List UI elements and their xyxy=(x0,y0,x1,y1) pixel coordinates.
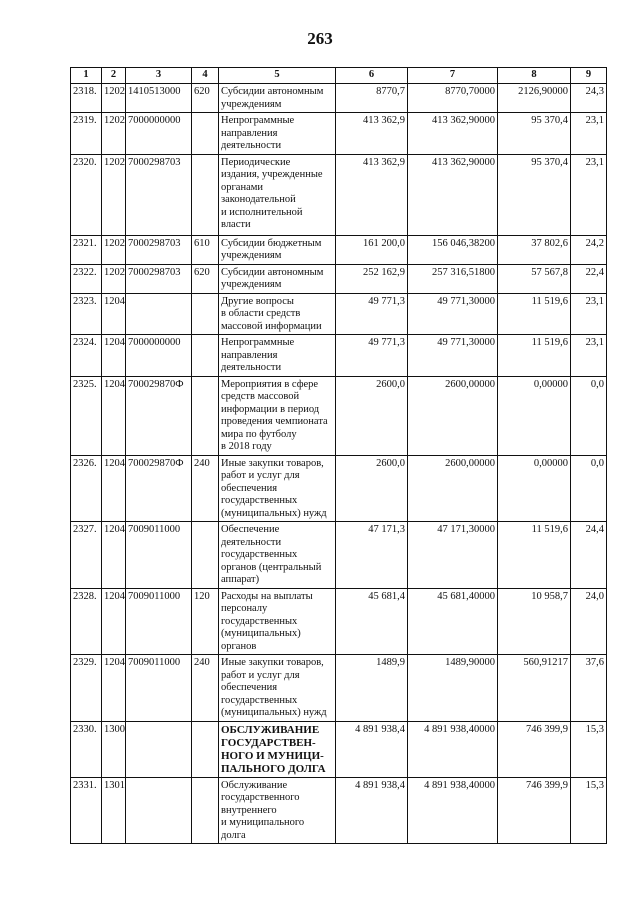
target-code: 7000298703 xyxy=(126,154,192,235)
approved-plan: 2600,0 xyxy=(336,376,408,455)
refined-plan: 156 046,38200 xyxy=(408,235,498,264)
table-row xyxy=(71,588,607,655)
execution-percent: 24,3 xyxy=(571,84,607,113)
expense-type xyxy=(192,721,219,777)
executed-amount: 10 958,7 xyxy=(498,588,571,655)
execution-percent: 37,6 xyxy=(571,655,607,722)
target-code: 7009011000 xyxy=(126,588,192,655)
target-code: 700029870Ф xyxy=(126,455,192,522)
table-row xyxy=(71,522,607,589)
item-name: Субсидии автономным учреждениям xyxy=(219,264,336,293)
executed-amount: 0,00000 xyxy=(498,455,571,522)
item-name: ОБСЛУЖИВАНИЕ ГОСУДАРСТВЕН- НОГО И МУНИЦИ- ПАЛЬНОГО ДОЛГА xyxy=(219,721,336,777)
target-code: 7009011000 xyxy=(126,522,192,589)
section-code: 1202 xyxy=(102,154,126,235)
col-header: 1 xyxy=(71,68,102,84)
approved-plan: 4 891 938,4 xyxy=(336,721,408,777)
table-row xyxy=(71,154,607,235)
refined-plan: 257 316,51800 xyxy=(408,264,498,293)
execution-percent: 24,4 xyxy=(571,522,607,589)
item-name: Обслуживание государственного внутреннего и муниципального долга xyxy=(219,777,336,844)
section-code: 1204 xyxy=(102,455,126,522)
refined-plan: 49 771,30000 xyxy=(408,335,498,377)
row-number: 2329. xyxy=(71,655,102,722)
table-body xyxy=(71,84,607,844)
col-header: 6 xyxy=(336,68,408,84)
refined-plan: 49 771,30000 xyxy=(408,293,498,335)
col-header: 4 xyxy=(192,68,219,84)
execution-percent: 23,1 xyxy=(571,113,607,155)
item-name: Непрограммные направления деятельности xyxy=(219,113,336,155)
item-name: Субсидии автономным учреждениям xyxy=(219,84,336,113)
table-row xyxy=(71,235,607,264)
executed-amount: 95 370,4 xyxy=(498,113,571,155)
table-row xyxy=(71,264,607,293)
table-row xyxy=(71,777,607,844)
row-number: 2320. xyxy=(71,154,102,235)
expense-type: 610 xyxy=(192,235,219,264)
approved-plan: 45 681,4 xyxy=(336,588,408,655)
table-row xyxy=(71,335,607,377)
approved-plan: 49 771,3 xyxy=(336,293,408,335)
target-code xyxy=(126,293,192,335)
target-code: 7000000000 xyxy=(126,113,192,155)
table-row xyxy=(71,376,607,455)
refined-plan: 4 891 938,40000 xyxy=(408,721,498,777)
refined-plan: 45 681,40000 xyxy=(408,588,498,655)
item-name: Расходы на выплаты персоналу государственных (муниципальных) органов xyxy=(219,588,336,655)
target-code: 7000298703 xyxy=(126,264,192,293)
budget-table xyxy=(70,67,607,844)
expense-type: 120 xyxy=(192,588,219,655)
item-name: Мероприятия в сфере средств массовой информации в период проведения чемпионата мира по футболу в 2018 году xyxy=(219,376,336,455)
execution-percent: 0,0 xyxy=(571,376,607,455)
row-number: 2328. xyxy=(71,588,102,655)
item-name: Субсидии бюджетным учреждениям xyxy=(219,235,336,264)
target-code: 700029870Ф xyxy=(126,376,192,455)
expense-type xyxy=(192,777,219,844)
header-row xyxy=(71,68,607,84)
executed-amount: 57 567,8 xyxy=(498,264,571,293)
expense-type xyxy=(192,154,219,235)
refined-plan: 413 362,90000 xyxy=(408,154,498,235)
expense-type xyxy=(192,335,219,377)
approved-plan: 47 171,3 xyxy=(336,522,408,589)
col-header: 2 xyxy=(102,68,126,84)
refined-plan: 4 891 938,40000 xyxy=(408,777,498,844)
executed-amount: 2126,90000 xyxy=(498,84,571,113)
executed-amount: 37 802,6 xyxy=(498,235,571,264)
execution-percent: 23,1 xyxy=(571,335,607,377)
section-code: 1202 xyxy=(102,235,126,264)
approved-plan: 4 891 938,4 xyxy=(336,777,408,844)
section-code: 1204 xyxy=(102,655,126,722)
expense-type xyxy=(192,293,219,335)
executed-amount: 746 399,9 xyxy=(498,777,571,844)
approved-plan: 413 362,9 xyxy=(336,154,408,235)
table-row xyxy=(71,293,607,335)
row-number: 2323. xyxy=(71,293,102,335)
section-code: 1204 xyxy=(102,335,126,377)
table-row xyxy=(71,113,607,155)
target-code xyxy=(126,721,192,777)
col-header: 8 xyxy=(498,68,571,84)
target-code xyxy=(126,777,192,844)
execution-percent: 24,2 xyxy=(571,235,607,264)
table-row xyxy=(71,721,607,777)
refined-plan: 413 362,90000 xyxy=(408,113,498,155)
col-header: 7 xyxy=(408,68,498,84)
expense-type: 240 xyxy=(192,455,219,522)
target-code: 7000000000 xyxy=(126,335,192,377)
target-code: 7000298703 xyxy=(126,235,192,264)
row-number: 2318. xyxy=(71,84,102,113)
target-code: 1410513000 xyxy=(126,84,192,113)
row-number: 2325. xyxy=(71,376,102,455)
expense-type: 620 xyxy=(192,264,219,293)
execution-percent: 23,1 xyxy=(571,154,607,235)
item-name: Иные закупки товаров, работ и услуг для обеспечения государственных (муниципальных) нужд xyxy=(219,455,336,522)
row-number: 2327. xyxy=(71,522,102,589)
section-code: 1204 xyxy=(102,376,126,455)
section-code: 1204 xyxy=(102,522,126,589)
row-number: 2324. xyxy=(71,335,102,377)
item-name: Непрограммные направления деятельности xyxy=(219,335,336,377)
section-code: 1204 xyxy=(102,293,126,335)
approved-plan: 49 771,3 xyxy=(336,335,408,377)
table-row xyxy=(71,455,607,522)
row-number: 2326. xyxy=(71,455,102,522)
execution-percent: 23,1 xyxy=(571,293,607,335)
executed-amount: 0,00000 xyxy=(498,376,571,455)
execution-percent: 15,3 xyxy=(571,777,607,844)
table-row xyxy=(71,655,607,722)
refined-plan: 2600,00000 xyxy=(408,455,498,522)
table-row xyxy=(71,84,607,113)
refined-plan: 1489,90000 xyxy=(408,655,498,722)
row-number: 2319. xyxy=(71,113,102,155)
execution-percent: 22,4 xyxy=(571,264,607,293)
approved-plan: 1489,9 xyxy=(336,655,408,722)
expense-type xyxy=(192,522,219,589)
executed-amount: 11 519,6 xyxy=(498,335,571,377)
row-number: 2331. xyxy=(71,777,102,844)
expense-type: 240 xyxy=(192,655,219,722)
expense-type xyxy=(192,376,219,455)
expense-type xyxy=(192,113,219,155)
approved-plan: 252 162,9 xyxy=(336,264,408,293)
item-name: Периодические издания, учрежденные органами законодательной и исполнительной власти xyxy=(219,154,336,235)
refined-plan: 47 171,30000 xyxy=(408,522,498,589)
item-name: Обеспечение деятельности государственных органов (центральный аппарат) xyxy=(219,522,336,589)
col-header: 9 xyxy=(571,68,607,84)
executed-amount: 746 399,9 xyxy=(498,721,571,777)
section-code: 1301 xyxy=(102,777,126,844)
col-header: 5 xyxy=(219,68,336,84)
executed-amount: 560,91217 xyxy=(498,655,571,722)
row-number: 2322. xyxy=(71,264,102,293)
section-code: 1202 xyxy=(102,84,126,113)
executed-amount: 11 519,6 xyxy=(498,293,571,335)
refined-plan: 8770,70000 xyxy=(408,84,498,113)
section-code: 1202 xyxy=(102,264,126,293)
approved-plan: 161 200,0 xyxy=(336,235,408,264)
item-name: Другие вопросы в области средств массовой информации xyxy=(219,293,336,335)
page-number: 263 xyxy=(307,29,333,48)
approved-plan: 2600,0 xyxy=(336,455,408,522)
refined-plan: 2600,00000 xyxy=(408,376,498,455)
approved-plan: 413 362,9 xyxy=(336,113,408,155)
section-code: 1202 xyxy=(102,113,126,155)
execution-percent: 24,0 xyxy=(571,588,607,655)
execution-percent: 0,0 xyxy=(571,455,607,522)
approved-plan: 8770,7 xyxy=(336,84,408,113)
execution-percent: 15,3 xyxy=(571,721,607,777)
item-name: Иные закупки товаров, работ и услуг для обеспечения государственных (муниципальных) нужд xyxy=(219,655,336,722)
section-code: 1300 xyxy=(102,721,126,777)
row-number: 2330. xyxy=(71,721,102,777)
executed-amount: 11 519,6 xyxy=(498,522,571,589)
row-number: 2321. xyxy=(71,235,102,264)
col-header: 3 xyxy=(126,68,192,84)
target-code: 7009011000 xyxy=(126,655,192,722)
section-code: 1204 xyxy=(102,588,126,655)
expense-type: 620 xyxy=(192,84,219,113)
executed-amount: 95 370,4 xyxy=(498,154,571,235)
